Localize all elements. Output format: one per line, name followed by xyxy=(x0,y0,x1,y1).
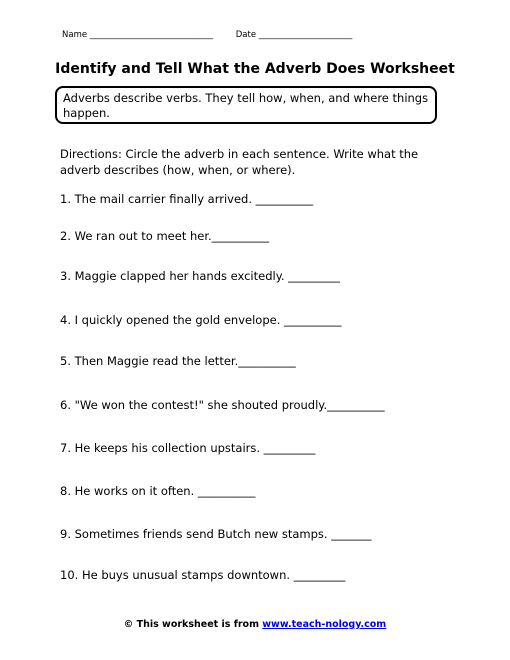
question-4: 4. I quickly opened the gold envelope. __________ xyxy=(60,313,342,327)
intro-text: Adverbs describe verbs. They tell how, when, and where things happen. xyxy=(63,91,429,120)
footer-link[interactable]: www.teach-nology.com xyxy=(262,619,387,630)
question-6: 6. "We won the contest!" she shouted proudly.__________ xyxy=(60,398,385,412)
question-1: 1. The mail carrier finally arrived. __________ xyxy=(60,192,314,206)
question-5: 5. Then Maggie read the letter.__________ xyxy=(60,354,296,368)
name-field[interactable]: Name _____________________________ xyxy=(62,30,214,40)
worksheet-title: Identify and Tell What the Adverb Does Worksheet xyxy=(55,61,455,77)
intro-box xyxy=(55,86,437,124)
question-3: 3. Maggie clapped her hands excitedly. _________ xyxy=(60,269,340,283)
question-7: 7. He keeps his collection upstairs. _________ xyxy=(60,441,316,455)
question-2: 2. We ran out to meet her.__________ xyxy=(60,229,270,243)
footer-prefix: © This worksheet is from xyxy=(123,619,263,630)
name-date-line xyxy=(62,30,352,40)
footer-credit xyxy=(0,619,510,630)
question-8: 8. He works on it often. __________ xyxy=(60,484,256,498)
question-9: 9. Sometimes friends send Butch new stamps. _______ xyxy=(60,527,372,541)
directions-text: Directions: Circle the adverb in each sentence. Write what the adverb describes (how, when, or where). xyxy=(60,147,419,177)
question-10: 10. He buys unusual stamps downtown. _________ xyxy=(60,568,346,582)
date-field[interactable]: Date ______________________ xyxy=(235,30,353,40)
